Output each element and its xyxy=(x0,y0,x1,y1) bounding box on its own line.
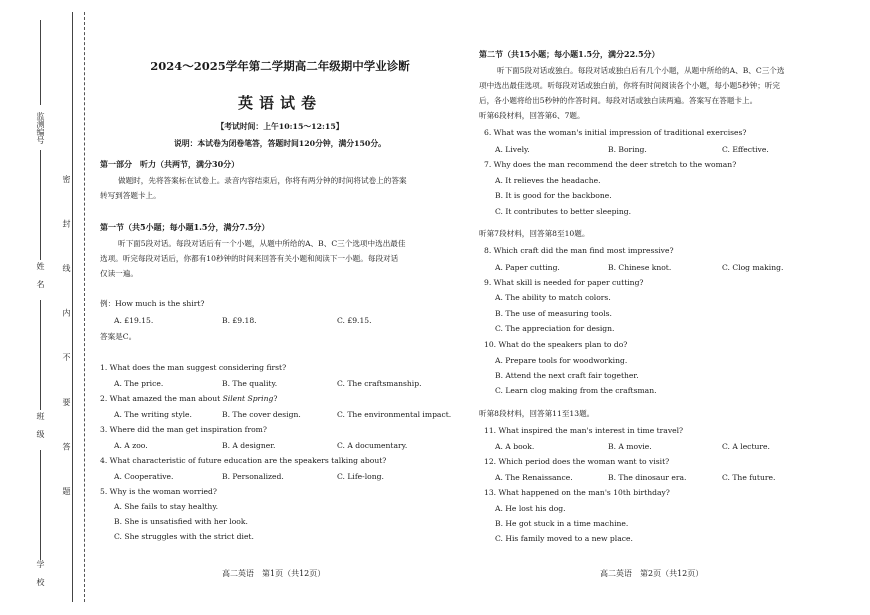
seal-dashed-line xyxy=(84,12,85,602)
q8-option-b: B. Chinese knot. xyxy=(608,263,672,272)
q13-option-c: C. His family moved to a new place. xyxy=(495,534,633,543)
seal-line-text: 密 封 线 内 不 要 答 题 xyxy=(62,175,71,512)
q9-option-b: B. The use of measuring tools. xyxy=(495,309,612,318)
question-8: 8. Which craft did the man find most impressive? xyxy=(484,246,674,255)
q13-option-b: B. He got stuck in a time machine. xyxy=(495,519,629,528)
q8-option-a: A. Paper cutting. xyxy=(495,263,560,272)
q5-option-b: B. She is unsatisfied with her look. xyxy=(114,517,248,526)
question-10: 10. What do the speakers plan to do? xyxy=(484,340,628,349)
question-11: 11. What inspired the man's interest in time travel? xyxy=(484,426,684,435)
q9-option-a: A. The ability to match colors. xyxy=(495,293,611,302)
q4-option-a: A. Cooperative. xyxy=(114,472,174,481)
question-4: 4. What characteristic of future education are the speakers talking about? xyxy=(100,456,387,465)
q13-option-a: A. He lost his dog. xyxy=(495,504,566,513)
class-blank xyxy=(40,300,41,410)
sec1-desc-line3: 仅读一遍。 xyxy=(100,269,138,278)
q7-option-c: C. It contributes to better sleeping. xyxy=(495,207,632,216)
sec2-title: 第二节（共15小题；每小题1.5分，满分22.5分） xyxy=(479,49,660,59)
part1-title: 第一部分 听力（共两节，满分30分） xyxy=(100,159,240,169)
school-label: 学校 xyxy=(36,560,45,596)
example-option-c: C. £9.15. xyxy=(337,316,372,325)
q10-option-a: A. Prepare tools for woodworking. xyxy=(495,356,628,365)
q10-option-b: B. Attend the next craft fair together. xyxy=(495,371,639,380)
q11-option-a: A. A book. xyxy=(495,442,535,451)
q7-option-a: A. It relieves the headache. xyxy=(495,176,601,185)
exam-instructions: 说明：本试卷为闭卷笔答，答题时间120分钟，满分150分。 xyxy=(174,139,386,148)
q12-option-b: B. The dinosaur era. xyxy=(608,473,687,482)
exam-heading: 2024～2025学年第二学期高二年级期中学业诊断 xyxy=(150,59,410,73)
question-1: 1. What does the man suggest considering first? xyxy=(100,363,287,372)
question-12: 12. Which period does the woman want to visit? xyxy=(484,457,670,466)
sec2-desc-line1: 听下面5段对话或独白。每段对话或独白后有几个小题，从题中所给的A、B、C三个选 xyxy=(497,66,785,75)
book-title: Silent Spring xyxy=(222,394,274,403)
q12-option-a: A. The Renaissance. xyxy=(495,473,573,482)
sec2-desc-line2: 项中选出最佳选项。听每段对话或独白前，你将有时间阅读各个小题，每小题5秒钟；听完 xyxy=(479,81,780,90)
question-7: 7. Why does the man recommend the deer stretch to the woman? xyxy=(484,160,737,169)
q1-option-c: C. The craftsmanship. xyxy=(337,379,422,388)
material-7-heading: 听第7段材料，回答第8至10题。 xyxy=(479,229,590,238)
example-question: 例：How much is the shirt? xyxy=(100,299,205,308)
exam-number-label: 监测编号 xyxy=(36,112,45,144)
sec1-desc-line1: 听下面5段对话。每段对话后有一个小题，从题中所给的A、B、C三个选项中选出最佳 xyxy=(118,239,406,248)
q2-option-b: B. The cover design. xyxy=(222,410,301,419)
q7-option-b: B. It is good for the backbone. xyxy=(495,191,612,200)
q10-option-c: C. Learn clog making from the craftsman. xyxy=(495,386,657,395)
sec1-desc-line2: 选项。听完每段对话后，你都有10秒钟的时间来回答有关小题和阅读下一小题。每段对话 xyxy=(100,254,399,263)
school-blank xyxy=(40,450,41,560)
q3-option-b: B. A designer. xyxy=(222,441,276,450)
material-6-heading: 听第6段材料，回答第6、7题。 xyxy=(479,111,585,120)
material-8-heading: 听第8段材料，回答第11至13题。 xyxy=(479,409,595,418)
margin-edge-line xyxy=(72,12,73,602)
sec1-title: 第一节（共5小题；每小题1.5分，满分7.5分） xyxy=(100,222,270,232)
exam-time: 【考试时间：上午10:15～12:15】 xyxy=(216,122,344,131)
q4-option-c: C. Life-long. xyxy=(337,472,384,481)
q8-option-c: C. Clog making. xyxy=(722,263,784,272)
part1-desc-line2: 转写到答题卡上。 xyxy=(100,191,161,200)
q9-option-c: C. The appreciation for design. xyxy=(495,324,615,333)
q11-option-b: B. A movie. xyxy=(608,442,652,451)
name-blank xyxy=(40,150,41,260)
q11-option-c: C. A lecture. xyxy=(722,442,770,451)
q2-option-a: A. The writing style. xyxy=(114,410,192,419)
q4-option-b: B. Personalized. xyxy=(222,472,284,481)
question-13: 13. What happened on the man's 10th birthday? xyxy=(484,488,670,497)
question-2: 2. What amazed the man about Silent Spring? xyxy=(100,394,278,403)
sec2-desc-line3: 后，各小题将给出5秒钟的作答时间。每段对话或独白读两遍。答案写在答题卡上。 xyxy=(479,96,758,105)
q6-option-c: C. Effective. xyxy=(722,145,769,154)
q5-option-a: A. She fails to stay healthy. xyxy=(114,502,219,511)
question-9: 9. What skill is needed for paper cutting? xyxy=(484,278,644,287)
example-answer: 答案是C。 xyxy=(100,332,137,341)
q1-option-b: B. The quality. xyxy=(222,379,278,388)
q2-option-c: C. The environmental impact. xyxy=(337,410,452,419)
example-option-b: B. £9.18. xyxy=(222,316,257,325)
q3-option-c: C. A documentary. xyxy=(337,441,408,450)
exam-number-blank xyxy=(40,20,41,105)
q5-option-c: C. She struggles with the strict diet. xyxy=(114,532,254,541)
example-option-a: A. £19.15. xyxy=(114,316,154,325)
class-label: 班级 xyxy=(36,412,45,448)
subject-title: 英语试卷 xyxy=(237,94,322,112)
q6-option-b: B. Boring. xyxy=(608,145,647,154)
question-3: 3. Where did the man get inspiration from? xyxy=(100,425,267,434)
q6-option-a: A. Lively. xyxy=(495,145,530,154)
name-label: 姓名 xyxy=(36,262,45,298)
part1-desc-line1: 做题时，先将答案标在试卷上。录音内容结束后，你将有两分钟的时间将试卷上的答案 xyxy=(118,176,407,185)
page1-footer: 高二英语 第1页（共12页） xyxy=(222,569,326,578)
q1-option-a: A. The price. xyxy=(114,379,164,388)
page2-footer: 高二英语 第2页（共12页） xyxy=(600,569,704,578)
question-5: 5. Why is the woman worried? xyxy=(100,487,217,496)
question-6: 6. What was the woman's initial impression of traditional exercises? xyxy=(484,128,747,137)
q3-option-a: A. A zoo. xyxy=(114,441,148,450)
q12-option-c: C. The future. xyxy=(722,473,776,482)
